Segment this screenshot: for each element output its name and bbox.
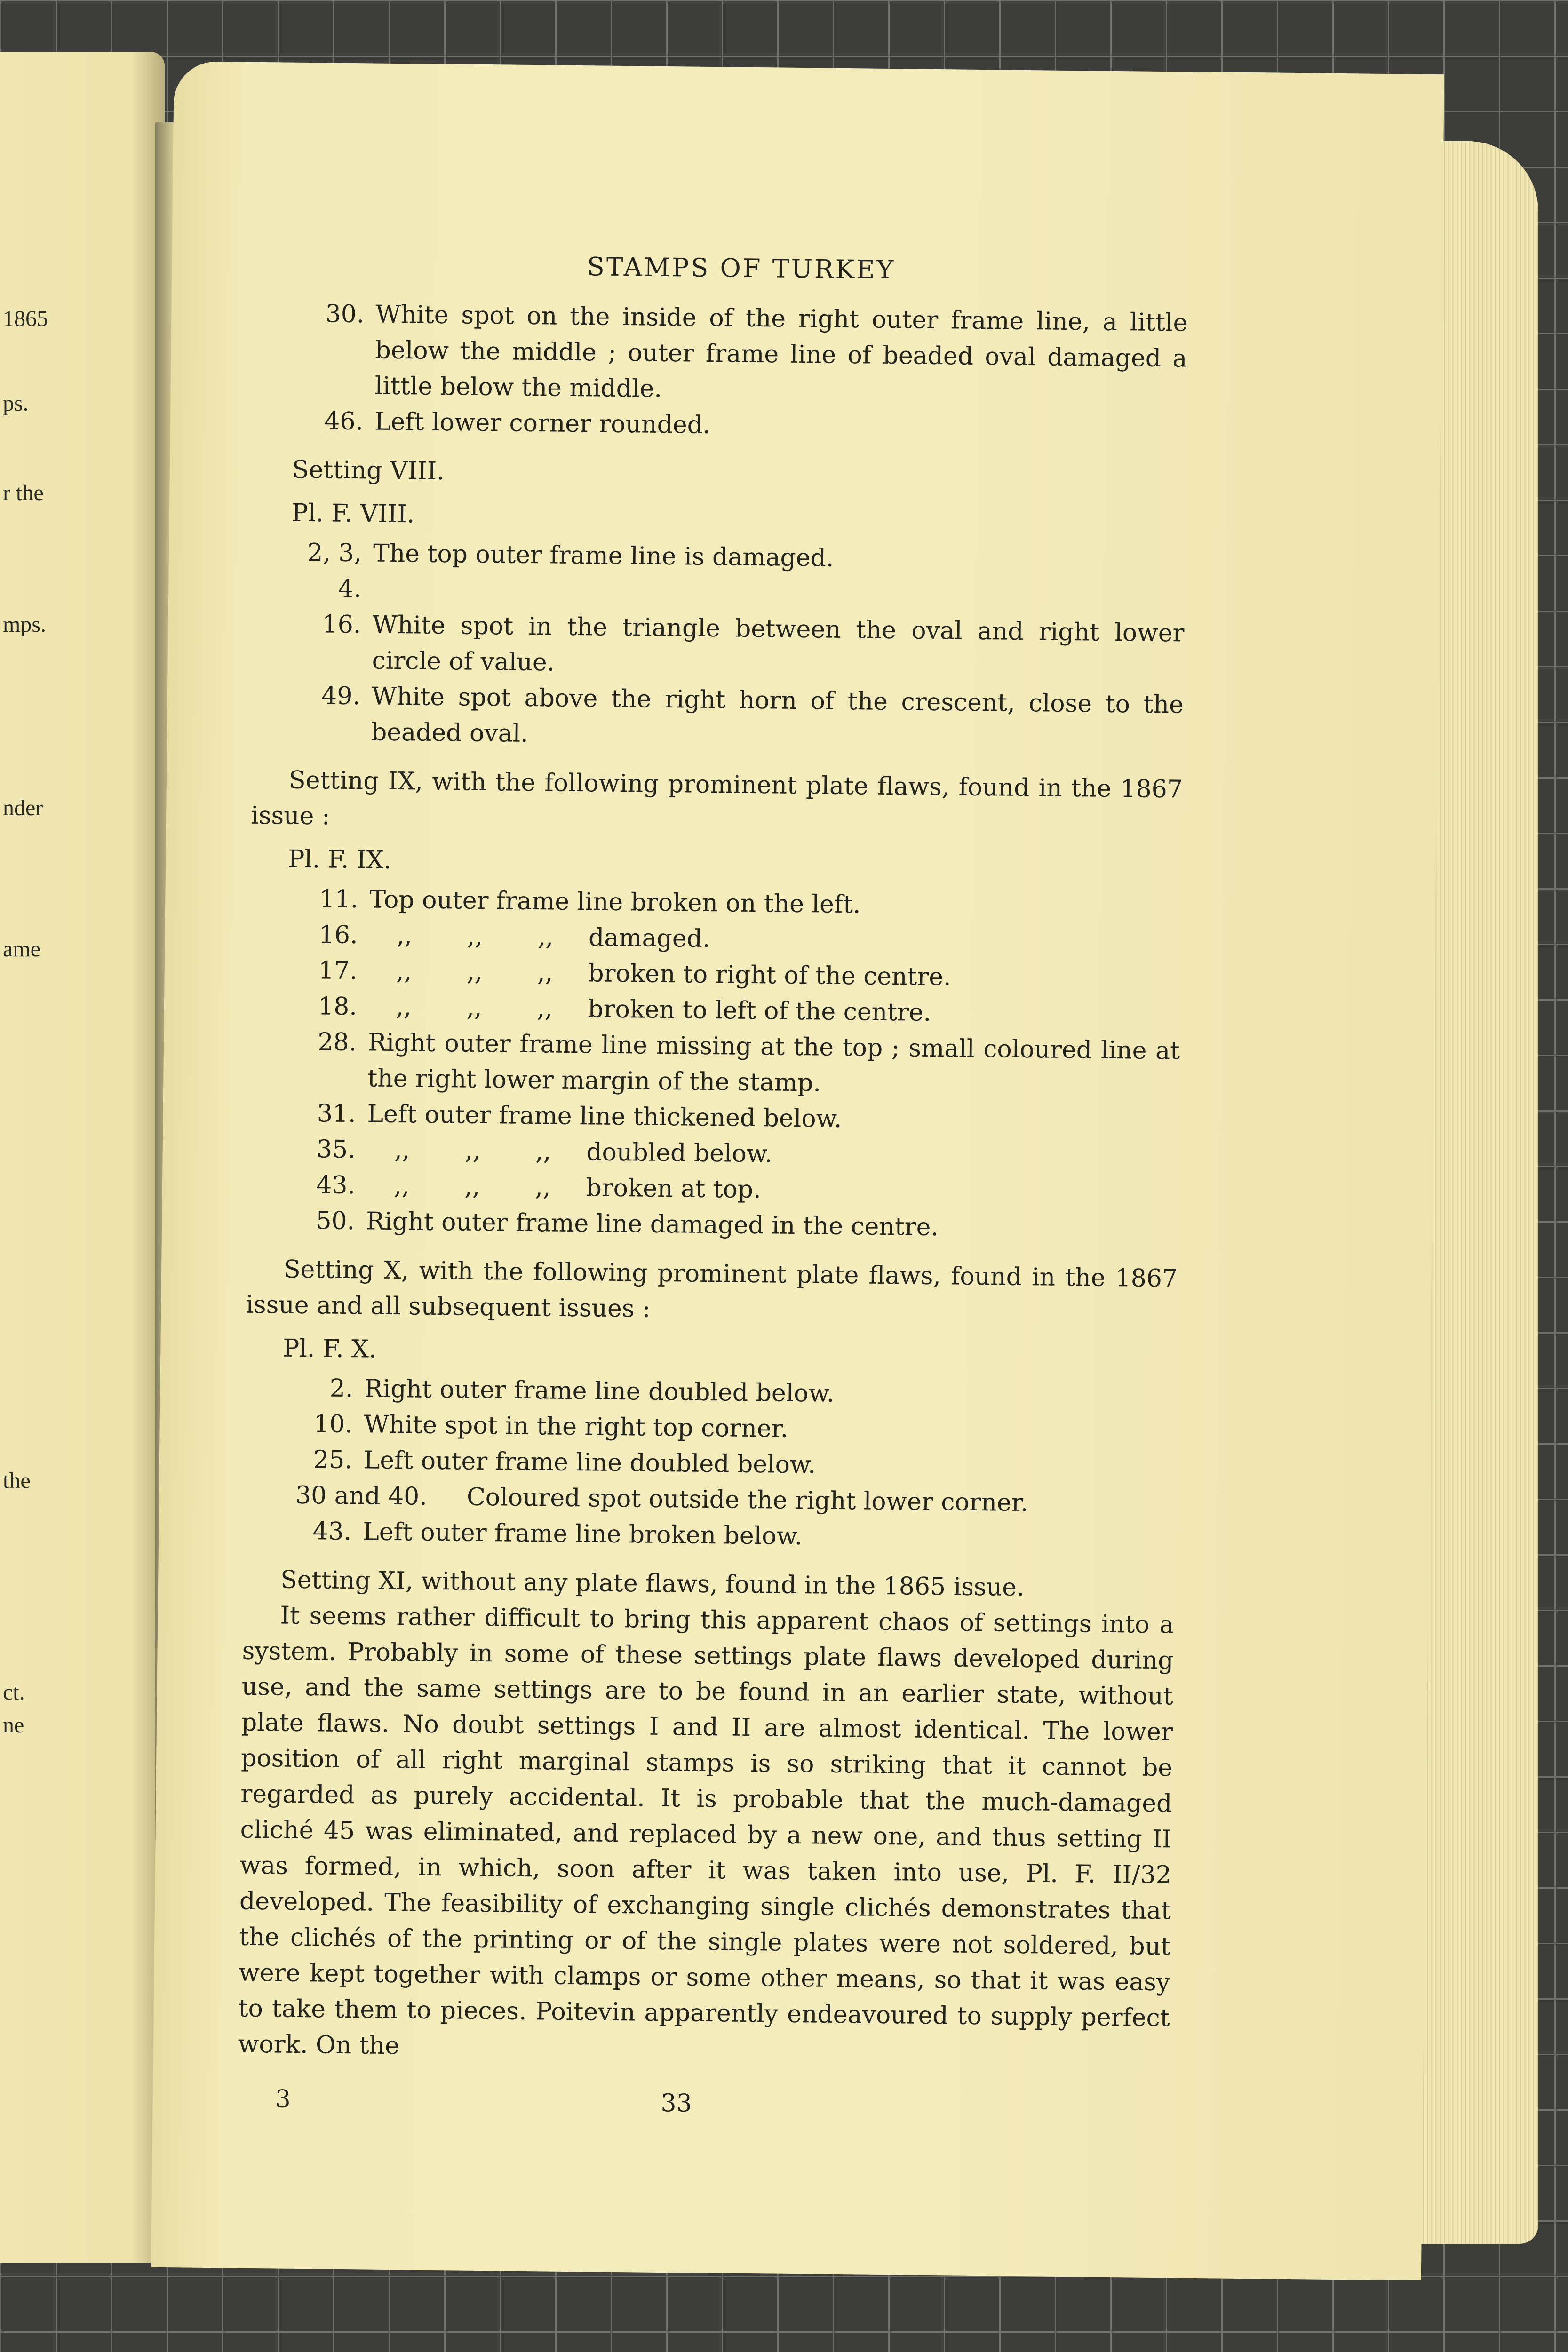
flaw-text: Left outer frame line broken below. — [362, 1518, 803, 1551]
flaw-number: 50. — [316, 1207, 355, 1236]
flaw-number: 46. — [324, 407, 364, 436]
ditto-mark: ,, — [537, 959, 553, 987]
flaw-number: 43. — [316, 1171, 356, 1200]
setting-heading: Setting VIII. — [292, 455, 445, 486]
ditto-mark: ,, — [396, 957, 412, 986]
ditto-mark: ,, — [466, 993, 482, 1022]
flaw-number: 16. — [318, 921, 358, 950]
ditto-mark: ,, — [537, 923, 554, 952]
flaw-text: broken to left of the centre. — [588, 995, 931, 1027]
flaw-text: Right outer frame line damaged in the centre. — [366, 1207, 939, 1242]
flaw-number: 25. — [313, 1446, 353, 1475]
flaw-entry — [252, 606, 1184, 687]
plate-label: Pl. F. VIII. — [291, 499, 415, 529]
flaw-entry — [253, 534, 1185, 616]
left-margin-fragment: 1865 — [3, 306, 48, 331]
flaw-number: 30 and 40. — [295, 1481, 428, 1511]
ditto-mark: ,, — [464, 1136, 481, 1165]
setting-intro: Setting IX, with the following prominent plate flaws, found in the 1867 issue : — [250, 766, 1183, 831]
ditto-mark: ,, — [535, 1173, 551, 1202]
flaw-number: 49. — [321, 682, 361, 711]
closing-paragraph: It seems rather difficult to bring this apparent chaos of settings into a system. Probably in some of these settings plate flaws developed during use, and the same settings are to be found in an earlier state, without plate flaws. No doubt settings I and II are almost identical. The lower position of all right marginal stamps is so striking that it cannot be regarded as purely accidental. It is probable that the much-damaged cliché 45 was eliminated, and replaced by a new one, and thus setting II was formed, in which, soon after it was taken into use, Pl. F. II/32 developed. The feasibility of exchanging single clichés demonstrates that the clichés of the printing or of the single plates were not soldered, but were kept together with clamps or some other means, so that it was easy to take them to pieces. Poitevin apparently endeavoured to supply perfect work. On the — [238, 1601, 1174, 2060]
ditto-mark: ,, — [535, 1137, 551, 1166]
left-margin-fragment: ps. — [3, 391, 29, 416]
plate-label: Pl. F. IX. — [287, 845, 392, 874]
flaw-text: Top outer frame line broken on the left. — [369, 885, 861, 919]
flaw-number: 18. — [318, 992, 358, 1021]
flaw-text: broken at top. — [586, 1174, 761, 1204]
signature-mark: 3 — [275, 2085, 291, 2114]
flaw-text: damaged. — [588, 923, 710, 954]
flaw-number: 30. — [325, 300, 365, 329]
flaw-text: White spot in the right top corner. — [364, 1410, 788, 1443]
ditto-mark: ,, — [396, 993, 412, 1022]
flaw-text: Right outer frame line missing at the top ; small coloured line at the right lower margin of the stamp. — [367, 1028, 1180, 1097]
left-page — [0, 52, 165, 2263]
ditto-mark: ,, — [467, 922, 483, 951]
flaw-text: White spot in the triangle between the oval and right lower circle of value. — [372, 611, 1185, 677]
flaw-text: Right outer frame line doubled below. — [364, 1375, 835, 1408]
flaw-text: White spot above the right horn of the crescent, close to the beaded oval. — [371, 682, 1184, 748]
flaw-entry — [248, 1024, 1180, 1105]
ditto-mark: ,, — [394, 1136, 410, 1165]
ditto-mark: ,, — [466, 958, 483, 986]
ditto-mark: ,, — [464, 1172, 480, 1201]
flaw-entry — [255, 295, 1187, 413]
plate-label: Pl. F. X. — [283, 1334, 377, 1364]
flaw-text: Left outer frame line doubled below. — [363, 1446, 816, 1479]
ditto-mark: ,, — [396, 922, 413, 950]
left-margin-fragment: r the — [3, 480, 44, 505]
flaw-text: Left outer frame line thickened below. — [367, 1100, 842, 1133]
flaw-number: 43. — [312, 1517, 352, 1546]
flaw-number: 16. — [322, 610, 361, 639]
ditto-mark: ,, — [537, 994, 553, 1023]
left-margin-fragment: ame — [3, 937, 40, 961]
flaw-number: 35. — [316, 1135, 356, 1164]
flaw-number: 2. — [329, 1374, 353, 1403]
flaw-number: 11. — [319, 885, 358, 914]
flaw-text: doubled below. — [586, 1138, 773, 1168]
left-margin-fragment: the — [3, 1468, 31, 1493]
ditto-mark: ,, — [394, 1172, 410, 1200]
running-head: STAMPS OF TURKEY — [587, 252, 896, 285]
left-margin-fragment: nder — [3, 795, 43, 820]
setting-xi: Setting XI, without any plate flaws, found in the 1865 issue. — [280, 1565, 1025, 1602]
flaw-text: Left lower corner rounded. — [374, 407, 711, 439]
page-content — [237, 246, 1188, 2127]
flaw-number: 2, 3, 4. — [307, 539, 362, 604]
flaw-text: The top outer frame line is damaged. — [373, 539, 834, 572]
flaw-number: 10. — [313, 1410, 353, 1439]
flaw-text: broken to right of the centre. — [588, 959, 951, 992]
flaw-number: 31. — [317, 1099, 356, 1128]
flaw-text: White spot on the inside of the right outer frame line, a little below the middle ; outer frame line of beaded oval damaged a little below the middle. — [374, 300, 1188, 403]
flaw-text: Coloured spot outside the right lower corner. — [466, 1483, 1028, 1518]
flaw-number: 17. — [318, 956, 358, 985]
left-margin-fragment: ct. — [3, 1680, 25, 1705]
flaw-entry — [252, 677, 1184, 759]
setting-intro: Setting X, with the following prominent plate flaws, found in the 1867 issue and all subsequent issues : — [246, 1255, 1178, 1323]
left-margin-fragment: ne — [3, 1713, 24, 1738]
page-number: 33 — [661, 2089, 692, 2118]
flaw-number: 28. — [318, 1028, 357, 1057]
page-footer — [237, 2081, 1169, 2127]
left-margin-fragment: mps. — [3, 612, 47, 637]
right-page — [151, 61, 1444, 2280]
